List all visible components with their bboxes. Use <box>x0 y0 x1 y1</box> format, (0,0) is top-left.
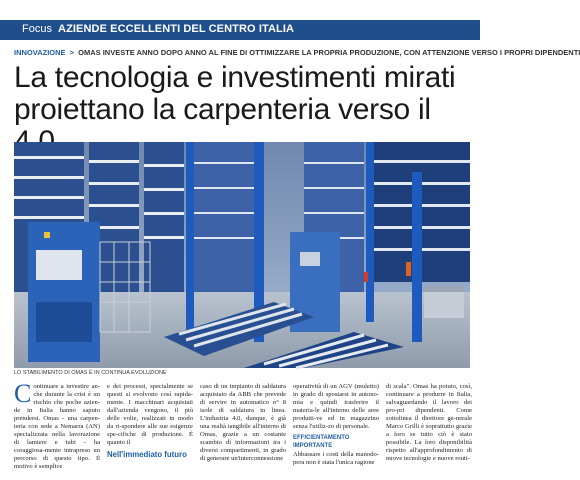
column-5-text: di scala". Omas ha potuto, così, continuare a produrre in Italia, salvaguardando il lavoro dei pro-pri dipendenti. Come sottolinea il direttore ge-nerale Marco Grilli è soprattutto grazie a loro se tutto ciò è stato possibile. La loro disponibilità rispetto all'approfondimento di nuove tecnologie e nuove routi- <box>386 383 472 462</box>
column-1-text: ontinuare a investire an-che durante la crisi è un rischio che poche azien-de in Italia hanno saputo prendersi. Omas - una carpen-teria con sede a Nemarra (AN) specializzata nella lavorazione di lamiere e tubi - ha coraggiosa-mente intrapreso un percorso di questo tipo. Il motivo è semplice <box>14 383 100 470</box>
body-column-1 <box>14 379 100 471</box>
column-3-text: caso di un impianto di saldatura acquistato da ABB che prevede di servire in automatico n° 8 isole di saldatura in linea. L'industria 4.0, dunque, è già una realtà tangibile all'interno di Omas, grazie a un costante scambio di informazioni tra i diversi compartimenti, in grado di generare un'interconnessione <box>200 383 286 462</box>
column-4-text: operatività di un AGV (muletto) in grado di spostarsi in autono-mia e quindi trasferire il materia-le all'interno delle aree produtti-ve ed in magazzino senza l'utiliz-zo di personale. <box>293 383 379 430</box>
column-4-text-after: Abbassare i costi della manodo-pera non è stata l'unica ragione <box>293 451 379 466</box>
section-band <box>0 20 480 40</box>
photo-caption: LO STABILIMENTO DI OMAS È IN CONTINUA EVOLUZIONE <box>14 370 167 376</box>
section-title <box>22 23 294 35</box>
column-4-subhead: EFFICIENTAMENTO IMPORTANTE <box>293 435 350 449</box>
body-column-2 <box>107 383 193 459</box>
column-2-text: e dei processi, specialmente se questi si evolvono così rapida-mente. I macchinari acquistati dall'azienda vengono, il più delle volte, realizzati in modo da ri-spondere alle sue esigenze spe-cifiche di produzione. È quanto il <box>107 383 193 446</box>
section-focus-label: Focus <box>22 23 52 35</box>
article-body <box>0 379 480 480</box>
body-column-5 <box>386 383 472 463</box>
kicker-tag: INNOVAZIONE <box>14 48 66 57</box>
page-header <box>0 0 480 40</box>
headline-line-1: La tecnologia e investimenti mirati <box>14 61 456 94</box>
article-kicker <box>14 48 580 57</box>
section-name: AZIENDE ECCELLENTI DEL CENTRO ITALIA <box>58 23 295 35</box>
body-column-4 <box>293 383 379 467</box>
column-2-subhead: Nell'immediato futuro <box>107 450 187 459</box>
kicker-text: OMAS INVESTE ANNO DOPO ANNO AL FINE DI OTTIMIZZARE LA PROPRIA PRODUZIONE, CON ATTENZIONE VERSO I PROPRI DIPENDENTI <box>78 48 580 57</box>
factory-photo <box>14 142 470 368</box>
drop-cap: C <box>14 379 32 408</box>
headline-line-2: proiettano la carpenteria verso il <box>14 93 431 126</box>
warehouse-illustration <box>14 142 470 368</box>
kicker-separator: > <box>69 48 75 57</box>
body-column-3 <box>200 383 286 463</box>
